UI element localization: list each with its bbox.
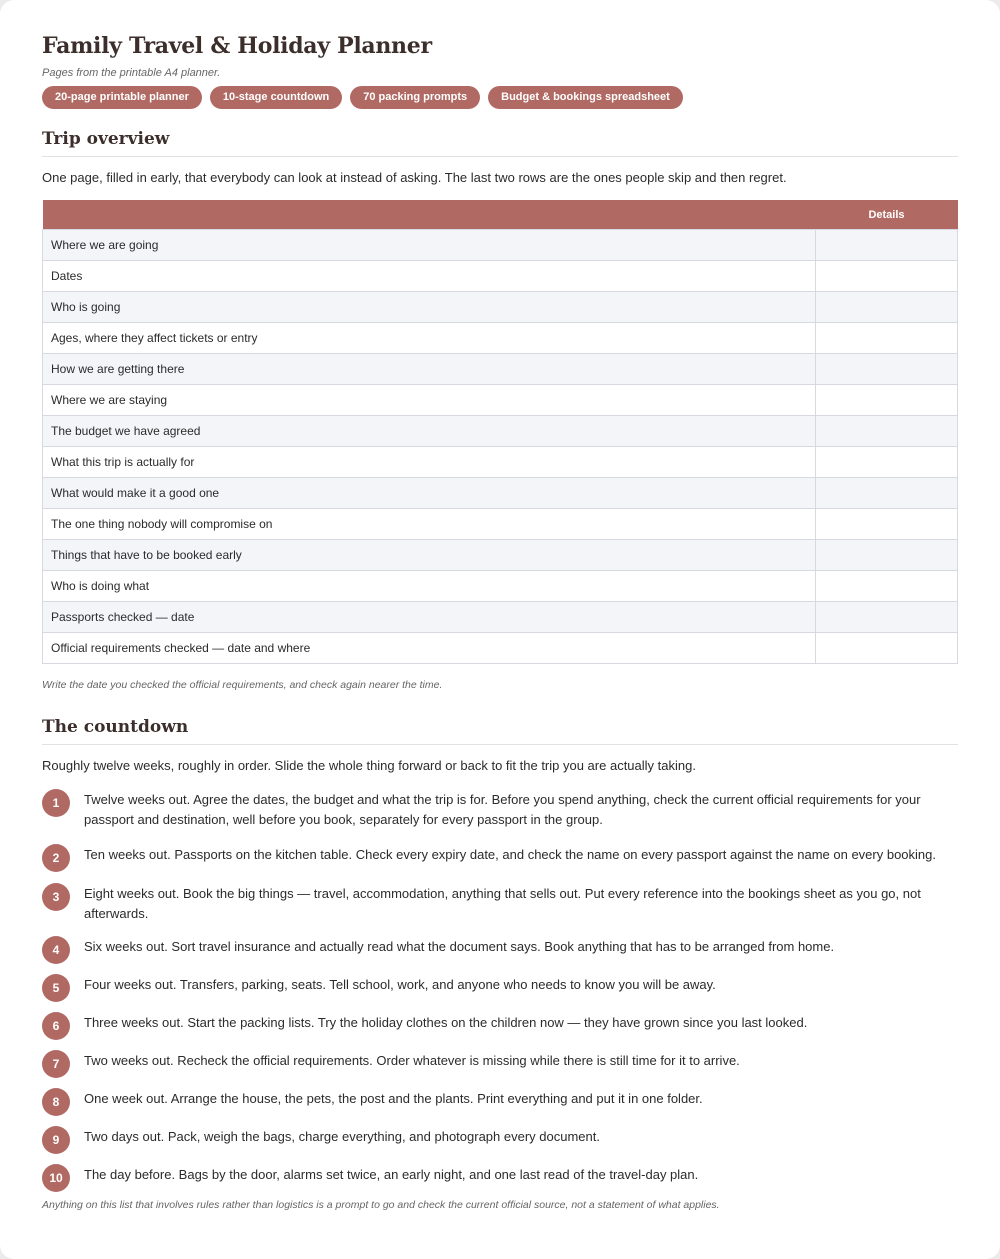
pill-packing-prompts: 70 packing prompts bbox=[350, 86, 480, 109]
header-label-cell bbox=[43, 200, 816, 230]
countdown-section bbox=[42, 716, 958, 1212]
step-number-badge: 9 bbox=[42, 1126, 70, 1154]
step-text: Two days out. Pack, weigh the bags, charge everything, and photograph every document. bbox=[84, 1129, 600, 1144]
page-subtitle: Pages from the printable A4 planner. bbox=[42, 67, 221, 79]
details-cell[interactable] bbox=[816, 292, 958, 323]
table-row bbox=[43, 230, 958, 261]
step-number-badge: 1 bbox=[42, 789, 70, 817]
details-cell[interactable] bbox=[816, 602, 958, 633]
details-cell[interactable] bbox=[816, 323, 958, 354]
overview-note: Write the date you checked the official requirements, and check again nearer the time. bbox=[42, 679, 443, 691]
step-number-badge: 8 bbox=[42, 1088, 70, 1116]
step-text: One week out. Arrange the house, the pets, the post and the plants. Print everything and put it in one folder. bbox=[84, 1091, 703, 1106]
row-label: Ages, where they affect tickets or entry bbox=[43, 323, 816, 354]
details-cell[interactable] bbox=[816, 385, 958, 416]
details-cell[interactable] bbox=[816, 509, 958, 540]
details-cell[interactable] bbox=[816, 230, 958, 261]
step-text: Three weeks out. Start the packing lists. Try the holiday clothes on the children now — they have grown since you last looked. bbox=[84, 1015, 808, 1030]
table-row bbox=[43, 416, 958, 447]
header-details: Details bbox=[816, 200, 958, 230]
details-cell[interactable] bbox=[816, 633, 958, 664]
step-text: The day before. Bags by the door, alarms set twice, an early night, and one last read of the travel-day plan. bbox=[84, 1167, 699, 1182]
step-number-badge: 2 bbox=[42, 844, 70, 872]
step-number-badge: 7 bbox=[42, 1050, 70, 1078]
countdown-list bbox=[42, 789, 958, 1192]
table-row bbox=[43, 323, 958, 354]
details-cell[interactable] bbox=[816, 540, 958, 571]
step-text: Six weeks out. Sort travel insurance and actually read what the document says. Book anything that has to be arranged from home. bbox=[84, 939, 835, 954]
list-item bbox=[42, 1012, 958, 1040]
step-number-badge: 3 bbox=[42, 883, 70, 911]
row-label: Where we are staying bbox=[43, 385, 816, 416]
list-item bbox=[42, 1126, 958, 1154]
table-row bbox=[43, 478, 958, 509]
table-row bbox=[43, 602, 958, 633]
list-item bbox=[42, 1088, 958, 1116]
list-item bbox=[42, 844, 958, 872]
row-label: What would make it a good one bbox=[43, 478, 816, 509]
details-cell[interactable] bbox=[816, 447, 958, 478]
details-cell[interactable] bbox=[816, 261, 958, 292]
step-text: Ten weeks out. Passports on the kitchen table. Check every expiry date, and check the name on every passport against the name on every booking. bbox=[84, 847, 936, 862]
row-label: Who is doing what bbox=[43, 571, 816, 602]
table-row bbox=[43, 633, 958, 664]
details-cell[interactable] bbox=[816, 354, 958, 385]
row-label: Dates bbox=[43, 261, 816, 292]
table-row bbox=[43, 509, 958, 540]
step-text: Twelve weeks out. Agree the dates, the budget and what the trip is for. Before you spend anything, check the current official requirements for your passport and destination, well before you book, separately for every passport in the group. bbox=[84, 792, 921, 827]
details-cell[interactable] bbox=[816, 478, 958, 509]
table-row bbox=[43, 385, 958, 416]
step-text: Two weeks out. Recheck the official requirements. Order whatever is missing while there is still time for it to arrive. bbox=[84, 1053, 740, 1068]
row-label: Official requirements checked — date and where bbox=[43, 633, 816, 664]
step-number-badge: 6 bbox=[42, 1012, 70, 1040]
step-number-badge: 10 bbox=[42, 1164, 70, 1192]
step-text: Eight weeks out. Book the big things — travel, accommodation, anything that sells out. Put every reference into the bookings sheet as you go, not afterwards. bbox=[84, 886, 921, 921]
row-label: Things that have to be booked early bbox=[43, 540, 816, 571]
pill-countdown: 10-stage countdown bbox=[210, 86, 342, 109]
countdown-note: Anything on this list that involves rules rather than logistics is a prompt to go and check the current official source, not a statement of what applies. bbox=[42, 1199, 720, 1211]
step-text: Four weeks out. Transfers, parking, seats. Tell school, work, and anyone who needs to know you will be away. bbox=[84, 977, 716, 992]
pill-printable-planner: 20-page printable planner bbox=[42, 86, 202, 109]
row-label: The one thing nobody will compromise on bbox=[43, 509, 816, 540]
list-item bbox=[42, 1050, 958, 1078]
row-label: What this trip is actually for bbox=[43, 447, 816, 478]
section-heading: The countdown bbox=[42, 716, 958, 745]
page-title: Family Travel & Holiday Planner bbox=[42, 33, 432, 59]
row-label: The budget we have agreed bbox=[43, 416, 816, 447]
details-cell[interactable] bbox=[816, 571, 958, 602]
table-row bbox=[43, 292, 958, 323]
details-cell[interactable] bbox=[816, 416, 958, 447]
list-item bbox=[42, 789, 958, 830]
row-label: Passports checked — date bbox=[43, 602, 816, 633]
table-row bbox=[43, 571, 958, 602]
list-item bbox=[42, 883, 958, 924]
list-item bbox=[42, 974, 958, 1002]
pill-budget-spreadsheet: Budget & bookings spreadsheet bbox=[488, 86, 683, 109]
table-row bbox=[43, 447, 958, 478]
section-intro: Roughly twelve weeks, roughly in order. Slide the whole thing forward or back to fit the trip you are actually taking. bbox=[42, 758, 696, 773]
table-row bbox=[43, 354, 958, 385]
table-row bbox=[43, 261, 958, 292]
list-item bbox=[42, 936, 958, 964]
row-label: How we are getting there bbox=[43, 354, 816, 385]
list-item bbox=[42, 1164, 958, 1192]
section-intro: One page, filled in early, that everybody can look at instead of asking. The last two rows are the ones people skip and then regret. bbox=[42, 170, 787, 185]
table-row bbox=[43, 540, 958, 571]
feature-pills bbox=[42, 86, 958, 109]
step-number-badge: 5 bbox=[42, 974, 70, 1002]
row-label: Who is going bbox=[43, 292, 816, 323]
trip-overview-section bbox=[42, 128, 958, 692]
step-number-badge: 4 bbox=[42, 936, 70, 964]
trip-overview-table bbox=[42, 200, 958, 664]
section-heading: Trip overview bbox=[42, 128, 958, 157]
row-label: Where we are going bbox=[43, 230, 816, 261]
table-header-row bbox=[43, 200, 958, 230]
